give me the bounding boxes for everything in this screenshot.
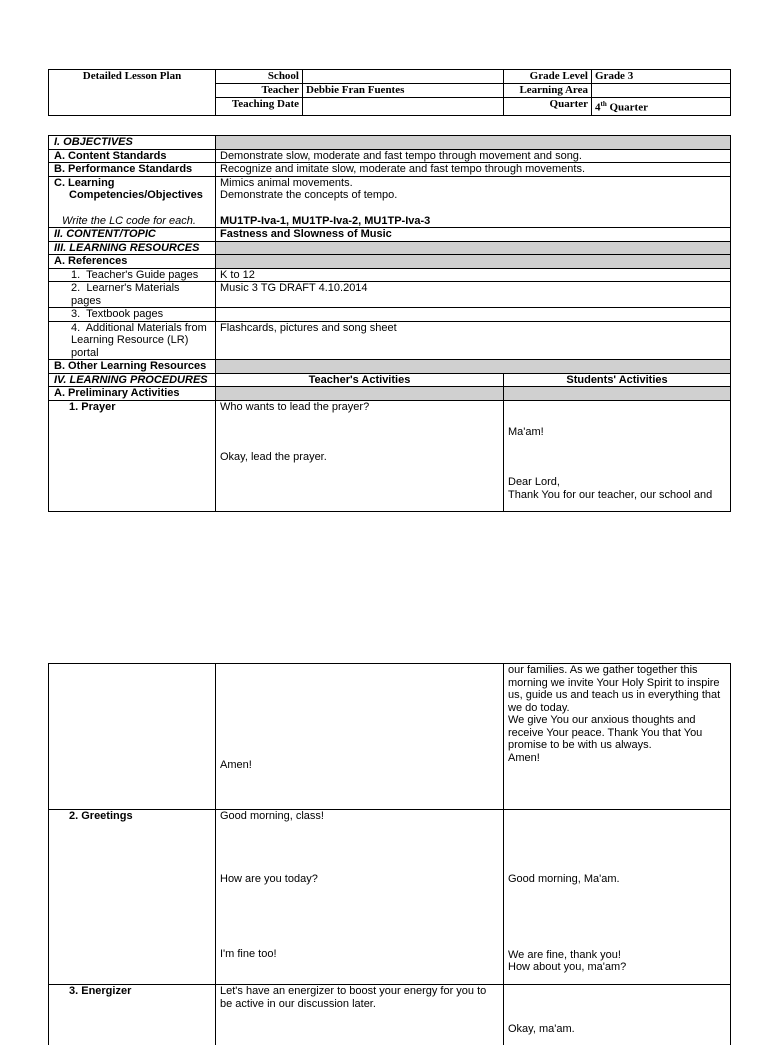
header-table [48, 69, 731, 116]
lesson-plan-table-page2 [48, 663, 731, 1045]
school-label: School [216, 70, 303, 84]
content-standards-label: A. Content Standards [49, 149, 216, 163]
teacher-activities-header: Teacher's Activities [216, 373, 504, 387]
shaded-cell [216, 241, 731, 255]
energizer-label: 3. Energizer [49, 985, 216, 1045]
energizer-student-cell: Okay, ma'am. [504, 985, 731, 1045]
quarter-value: 4th Quarter [592, 98, 731, 116]
shaded-cell [216, 387, 504, 401]
greetings-teacher-cell: Good morning, class! How are you today? I'm fine too! [216, 810, 504, 985]
school-value [303, 70, 504, 84]
learning-competencies-value: Mimics animal movements. Demonstrate the concepts of tempo. MU1TP-Iva-1, MU1TP-Iva-2, MU1TP-Iva-3 [216, 176, 731, 228]
greetings-label: 2. Greetings [49, 810, 216, 985]
greetings-student-cell: Good morning, Ma'am. We are fine, thank you! How about you, ma'am? [504, 810, 731, 985]
resource-item: 3. Textbook pages [49, 308, 216, 322]
energizer-teacher-cell: Let's have an energizer to boost your energy for you to be active in our discussion later. [216, 985, 504, 1045]
shaded-cell [216, 255, 731, 269]
prayer-student-cell: Ma'am! Dear Lord, Thank You for our teacher, our school and [504, 400, 731, 511]
teacher-value: Debbie Fran Fuentes [303, 84, 504, 98]
header-blank-cell [49, 98, 216, 116]
resource-value: K to 12 [216, 268, 731, 282]
lesson-plan-table [48, 135, 731, 512]
resource-item: 2. Learner's Materials pages [49, 282, 216, 308]
learning-procedures-heading: IV. LEARNING PROCEDURES [49, 373, 216, 387]
lc-codes: MU1TP-Iva-1, MU1TP-Iva-2, MU1TP-Iva-3 [220, 214, 431, 227]
grade-level-label: Grade Level [504, 70, 592, 84]
header-blank-cell [49, 84, 216, 98]
prayer-teacher-cell: Amen! [216, 664, 504, 810]
objectives-heading: I. OBJECTIVES [49, 136, 216, 150]
blank-label-cell [49, 664, 216, 810]
preliminary-activities-label: A. Preliminary Activities [49, 387, 216, 401]
other-resources-label: B. Other Learning Resources [49, 360, 216, 374]
content-topic-value: Fastness and Slowness of Music [216, 228, 731, 242]
content-standards-value: Demonstrate slow, moderate and fast tempo through movement and song. [216, 149, 731, 163]
quarter-label: Quarter [504, 98, 592, 116]
learning-area-value [592, 84, 731, 98]
resource-value: Music 3 TG DRAFT 4.10.2014 [216, 282, 731, 308]
resource-value [216, 308, 731, 322]
learning-area-label: Learning Area [504, 84, 592, 98]
shaded-cell [216, 136, 731, 150]
grade-level-value: Grade 3 [592, 70, 731, 84]
teaching-date-label: Teaching Date [216, 98, 303, 116]
resource-item: 1. Teacher's Guide pages [49, 268, 216, 282]
shaded-cell [504, 387, 731, 401]
learning-resources-heading: III. LEARNING RESOURCES [49, 241, 216, 255]
prayer-student-cell: our families. As we gather together this morning we invite Your Holy Spirit to inspire us, guide us and teach us in everything that we do today. We give You our anxious thoughts and receive Your peace. Thank You that You promise to be with us always. Amen! [504, 664, 731, 810]
resource-value: Flashcards, pictures and song sheet [216, 321, 731, 360]
content-topic-label: II. CONTENT/TOPIC [49, 228, 216, 242]
shaded-cell [216, 360, 731, 374]
prayer-label: 1. Prayer [49, 400, 216, 511]
performance-standards-value: Recognize and imitate slow, moderate and fast tempo through movements. [216, 163, 731, 177]
resource-item: 4. Additional Materials from Learning Resource (LR) portal [49, 321, 216, 360]
doc-title: Detailed Lesson Plan [49, 70, 216, 84]
references-label: A. References [49, 255, 216, 269]
student-activities-header: Students' Activities [504, 373, 731, 387]
teaching-date-value [303, 98, 504, 116]
performance-standards-label: B. Performance Standards [49, 163, 216, 177]
teacher-label: Teacher [216, 84, 303, 98]
prayer-teacher-cell: Who wants to lead the prayer? Okay, lead the prayer. [216, 400, 504, 511]
learning-competencies-label: C. Learning Competencies/Objectives Write the LC code for each. [49, 176, 216, 228]
